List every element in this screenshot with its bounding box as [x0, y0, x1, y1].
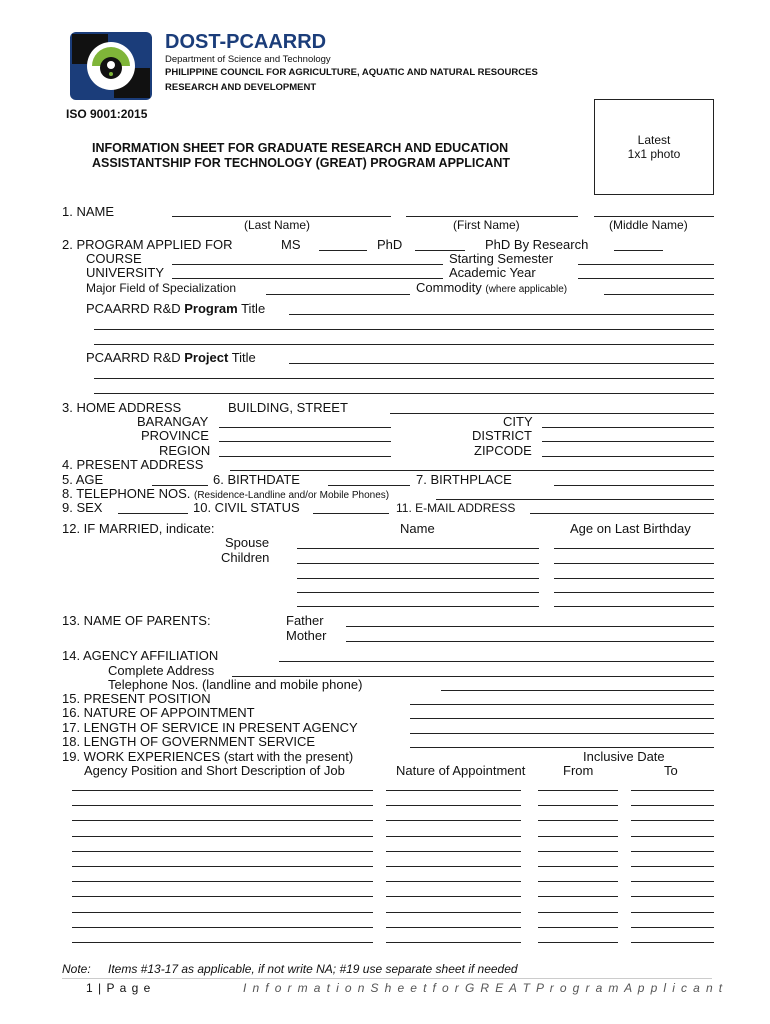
work-nature-field[interactable] — [386, 836, 521, 837]
ms-field[interactable] — [319, 250, 367, 251]
rd-program-field-2[interactable] — [94, 329, 714, 330]
work-experience-label: 19. WORK EXPERIENCES (start with the present) — [62, 749, 354, 764]
work-position-field[interactable] — [72, 942, 373, 943]
work-position-field[interactable] — [72, 790, 373, 791]
work-from-field[interactable] — [538, 927, 618, 928]
iso-badge: ISO 9001:2015 — [66, 107, 148, 121]
rd-program-label — [86, 301, 265, 316]
civil-status-field[interactable] — [313, 513, 389, 514]
ms-label: MS — [281, 237, 301, 252]
work-to-field[interactable] — [631, 820, 714, 821]
birthdate-label: 6. BIRTHDATE — [213, 472, 300, 487]
from-col-label: From — [563, 763, 594, 778]
university-label: UNIVERSITY — [86, 265, 165, 280]
work-from-field[interactable] — [538, 820, 618, 821]
building-field[interactable] — [390, 413, 714, 414]
program-label: 2. PROGRAM APPLIED FOR — [62, 237, 233, 252]
telephone-text: 8. TELEPHONE NOS. — [62, 486, 191, 501]
present-address-label: 4. PRESENT ADDRESS — [62, 457, 204, 472]
form-title-line1: INFORMATION SHEET FOR GRADUATE RESEARCH AND EDUCATION — [92, 141, 509, 155]
city-label: CITY — [503, 414, 533, 429]
pcaarrd-logo-icon — [62, 28, 160, 106]
middle-name-caption: (Middle Name) — [609, 218, 688, 232]
first-name-caption: (First Name) — [453, 218, 520, 232]
telephone-field[interactable] — [436, 499, 714, 500]
service-gov-label: 18. LENGTH OF GOVERNMENT SERVICE — [62, 734, 316, 749]
inclusive-date-label: Inclusive Date — [583, 749, 665, 764]
note-label: Note: — [62, 962, 91, 976]
barangay-label: BARANGAY — [137, 414, 209, 429]
footer-title: I n f o r m a t i o n S h e e t f o r G R E A T P r o g r a m A p p l i c a n t — [243, 981, 724, 995]
work-position-field[interactable] — [72, 866, 373, 867]
child-age-field[interactable] — [554, 606, 714, 607]
present-position-field[interactable] — [410, 704, 714, 705]
civil-status-label: 10. CIVIL STATUS — [193, 500, 300, 515]
agency-address-label: Complete Address — [108, 663, 215, 678]
province-label: PROVINCE — [141, 428, 209, 443]
name-label: 1. NAME — [62, 204, 115, 219]
district-label: DISTRICT — [472, 428, 532, 443]
course-label: COURSE — [86, 251, 142, 266]
building-label: BUILDING, STREET — [228, 400, 348, 415]
commodity-note: (where applicable) — [485, 284, 568, 295]
note-text: Items #13-17 as applicable, if not write NA; #19 use separate sheet if needed — [108, 962, 518, 976]
work-from-field[interactable] — [538, 866, 618, 867]
work-position-field[interactable] — [72, 820, 373, 821]
province-field[interactable] — [219, 441, 391, 442]
middle-name-field[interactable] — [594, 216, 714, 217]
parents-label: 13. NAME OF PARENTS: — [62, 613, 211, 628]
child-age-field[interactable] — [554, 592, 714, 593]
married-name-col: Name — [400, 521, 435, 536]
rd-project-field-2[interactable] — [94, 378, 714, 379]
position-col-label: Agency Position and Short Description of Job — [84, 763, 345, 778]
work-position-field[interactable] — [72, 836, 373, 837]
major-label: Major Field of Specialization — [86, 281, 237, 295]
rd-project-label — [86, 350, 256, 365]
spouse-name-field[interactable] — [297, 548, 539, 549]
starting-semester-field[interactable] — [578, 264, 714, 265]
work-from-field[interactable] — [538, 912, 618, 913]
work-position-field[interactable] — [72, 851, 373, 852]
work-to-field[interactable] — [631, 836, 714, 837]
phd-label: PhD — [377, 237, 403, 252]
commodity-text: Commodity — [416, 280, 482, 295]
work-nature-field[interactable] — [386, 912, 521, 913]
nature-col-label: Nature of Appointment — [396, 763, 526, 778]
rd-program-prefix: PCAARRD R&D — [86, 301, 185, 316]
to-col-label: To — [664, 763, 678, 778]
rd-program-field-3[interactable] — [94, 344, 714, 345]
rd-project-field-3[interactable] — [94, 393, 714, 394]
rd-project-bold: Project — [184, 350, 229, 365]
agency-affiliation-field[interactable] — [279, 661, 714, 662]
work-from-field[interactable] — [538, 896, 618, 897]
child-name-field[interactable] — [297, 606, 539, 607]
course-field[interactable] — [172, 264, 443, 265]
spouse-age-field[interactable] — [554, 548, 714, 549]
work-nature-field[interactable] — [386, 820, 521, 821]
region-field[interactable] — [219, 456, 391, 457]
footer-divider — [62, 978, 712, 979]
father-label: Father — [286, 613, 324, 628]
commodity-field[interactable] — [604, 294, 714, 295]
work-from-field[interactable] — [538, 881, 618, 882]
married-label: 12. IF MARRIED, indicate: — [62, 521, 215, 536]
work-position-field[interactable] — [72, 896, 373, 897]
child-name-field[interactable] — [297, 592, 539, 593]
last-name-caption: (Last Name) — [244, 218, 311, 232]
photo-label: Latest — [637, 133, 671, 147]
appointment-label: 16. NATURE OF APPOINTMENT — [62, 705, 255, 720]
org-dept: Department of Science and Technology — [165, 54, 331, 65]
home-address-label: 3. HOME ADDRESS — [62, 400, 182, 415]
org-line2: RESEARCH AND DEVELOPMENT — [165, 82, 317, 93]
city-field[interactable] — [542, 427, 714, 428]
work-from-field[interactable] — [538, 805, 618, 806]
work-from-field[interactable] — [538, 790, 618, 791]
birthplace-field[interactable] — [554, 485, 714, 486]
starting-semester-label: Starting Semester — [449, 251, 554, 266]
work-nature-field[interactable] — [386, 805, 521, 806]
child-age-field[interactable] — [554, 578, 714, 579]
work-to-field[interactable] — [631, 912, 714, 913]
major-field[interactable] — [266, 294, 410, 295]
work-from-field[interactable] — [538, 942, 618, 943]
work-nature-field[interactable] — [386, 942, 521, 943]
work-position-field[interactable] — [72, 927, 373, 928]
present-position-label: 15. PRESENT POSITION — [62, 691, 211, 706]
sex-label: 9. SEX — [62, 500, 103, 515]
service-agency-field[interactable] — [410, 733, 714, 734]
photo-label-2: 1x1 photo — [627, 147, 681, 161]
spouse-label: Spouse — [225, 535, 270, 550]
org-line1: PHILIPPINE COUNCIL FOR AGRICULTURE, AQUATIC AND NATURAL RESOURCES — [165, 67, 538, 78]
present-address-field[interactable] — [230, 470, 714, 471]
region-label: REGION — [159, 443, 211, 458]
org-name: DOST-PCAARRD — [165, 31, 327, 53]
work-to-field[interactable] — [631, 805, 714, 806]
children-label: Children — [221, 550, 270, 565]
last-name-field[interactable] — [172, 216, 391, 217]
barangay-field[interactable] — [219, 427, 391, 428]
child-age-field[interactable] — [554, 563, 714, 564]
work-to-field[interactable] — [631, 866, 714, 867]
child-name-field[interactable] — [297, 563, 539, 564]
work-position-field[interactable] — [72, 912, 373, 913]
work-nature-field[interactable] — [386, 896, 521, 897]
zipcode-field[interactable] — [542, 456, 714, 457]
email-label: 11. E-MAIL ADDRESS — [396, 501, 516, 515]
work-position-field[interactable] — [72, 805, 373, 806]
work-nature-field[interactable] — [386, 881, 521, 882]
first-name-field[interactable] — [406, 216, 578, 217]
mother-field[interactable] — [346, 641, 714, 642]
work-to-field[interactable] — [631, 927, 714, 928]
work-to-field[interactable] — [631, 896, 714, 897]
rd-program-field[interactable] — [289, 314, 714, 315]
service-agency-label: 17. LENGTH OF SERVICE IN PRESENT AGENCY — [62, 720, 358, 735]
father-field[interactable] — [346, 626, 714, 627]
university-field[interactable] — [172, 278, 443, 279]
work-nature-field[interactable] — [386, 927, 521, 928]
phd-research-field[interactable] — [614, 250, 663, 251]
rd-project-suffix: Title — [228, 350, 256, 365]
sex-field[interactable] — [118, 513, 188, 514]
telephone-note: (Residence-Landline and/or Mobile Phones) — [193, 490, 390, 501]
service-gov-field[interactable] — [410, 747, 714, 748]
academic-year-field[interactable] — [578, 278, 714, 279]
work-to-field[interactable] — [631, 790, 714, 791]
rd-project-prefix: PCAARRD R&D — [86, 350, 185, 365]
work-nature-field[interactable] — [386, 790, 521, 791]
zipcode-label: ZIPCODE — [474, 443, 532, 458]
rd-program-bold: Program — [184, 301, 238, 316]
work-to-field[interactable] — [631, 942, 714, 943]
work-to-field[interactable] — [631, 851, 714, 852]
birthplace-label: 7. BIRTHPLACE — [416, 472, 512, 487]
commodity-label — [416, 280, 567, 296]
page-number: 1 | P a g e — [86, 981, 152, 995]
work-nature-field[interactable] — [386, 851, 521, 852]
married-age-col: Age on Last Birthday — [570, 521, 691, 536]
email-field[interactable] — [530, 513, 714, 514]
form-title-line2: ASSISTANTSHIP FOR TECHNOLOGY (GREAT) PROGRAM APPLICANT — [92, 156, 511, 170]
child-name-field[interactable] — [297, 578, 539, 579]
rd-program-suffix: Title — [237, 301, 266, 316]
work-to-field[interactable] — [631, 881, 714, 882]
mother-label: Mother — [286, 628, 327, 643]
phd-research-label: PhD By Research — [485, 237, 589, 252]
academic-year-label: Academic Year — [449, 265, 536, 280]
work-from-field[interactable] — [538, 836, 618, 837]
work-from-field[interactable] — [538, 851, 618, 852]
rd-project-field[interactable] — [289, 363, 714, 364]
age-label: 5. AGE — [62, 472, 104, 487]
agency-telephone-label: Telephone Nos. (landline and mobile phone) — [108, 677, 363, 692]
agency-affiliation-label: 14. AGENCY AFFILIATION — [62, 648, 219, 663]
district-field[interactable] — [542, 441, 714, 442]
appointment-field[interactable] — [410, 718, 714, 719]
work-position-field[interactable] — [72, 881, 373, 882]
agency-telephone-field[interactable] — [441, 690, 714, 691]
work-nature-field[interactable] — [386, 866, 521, 867]
